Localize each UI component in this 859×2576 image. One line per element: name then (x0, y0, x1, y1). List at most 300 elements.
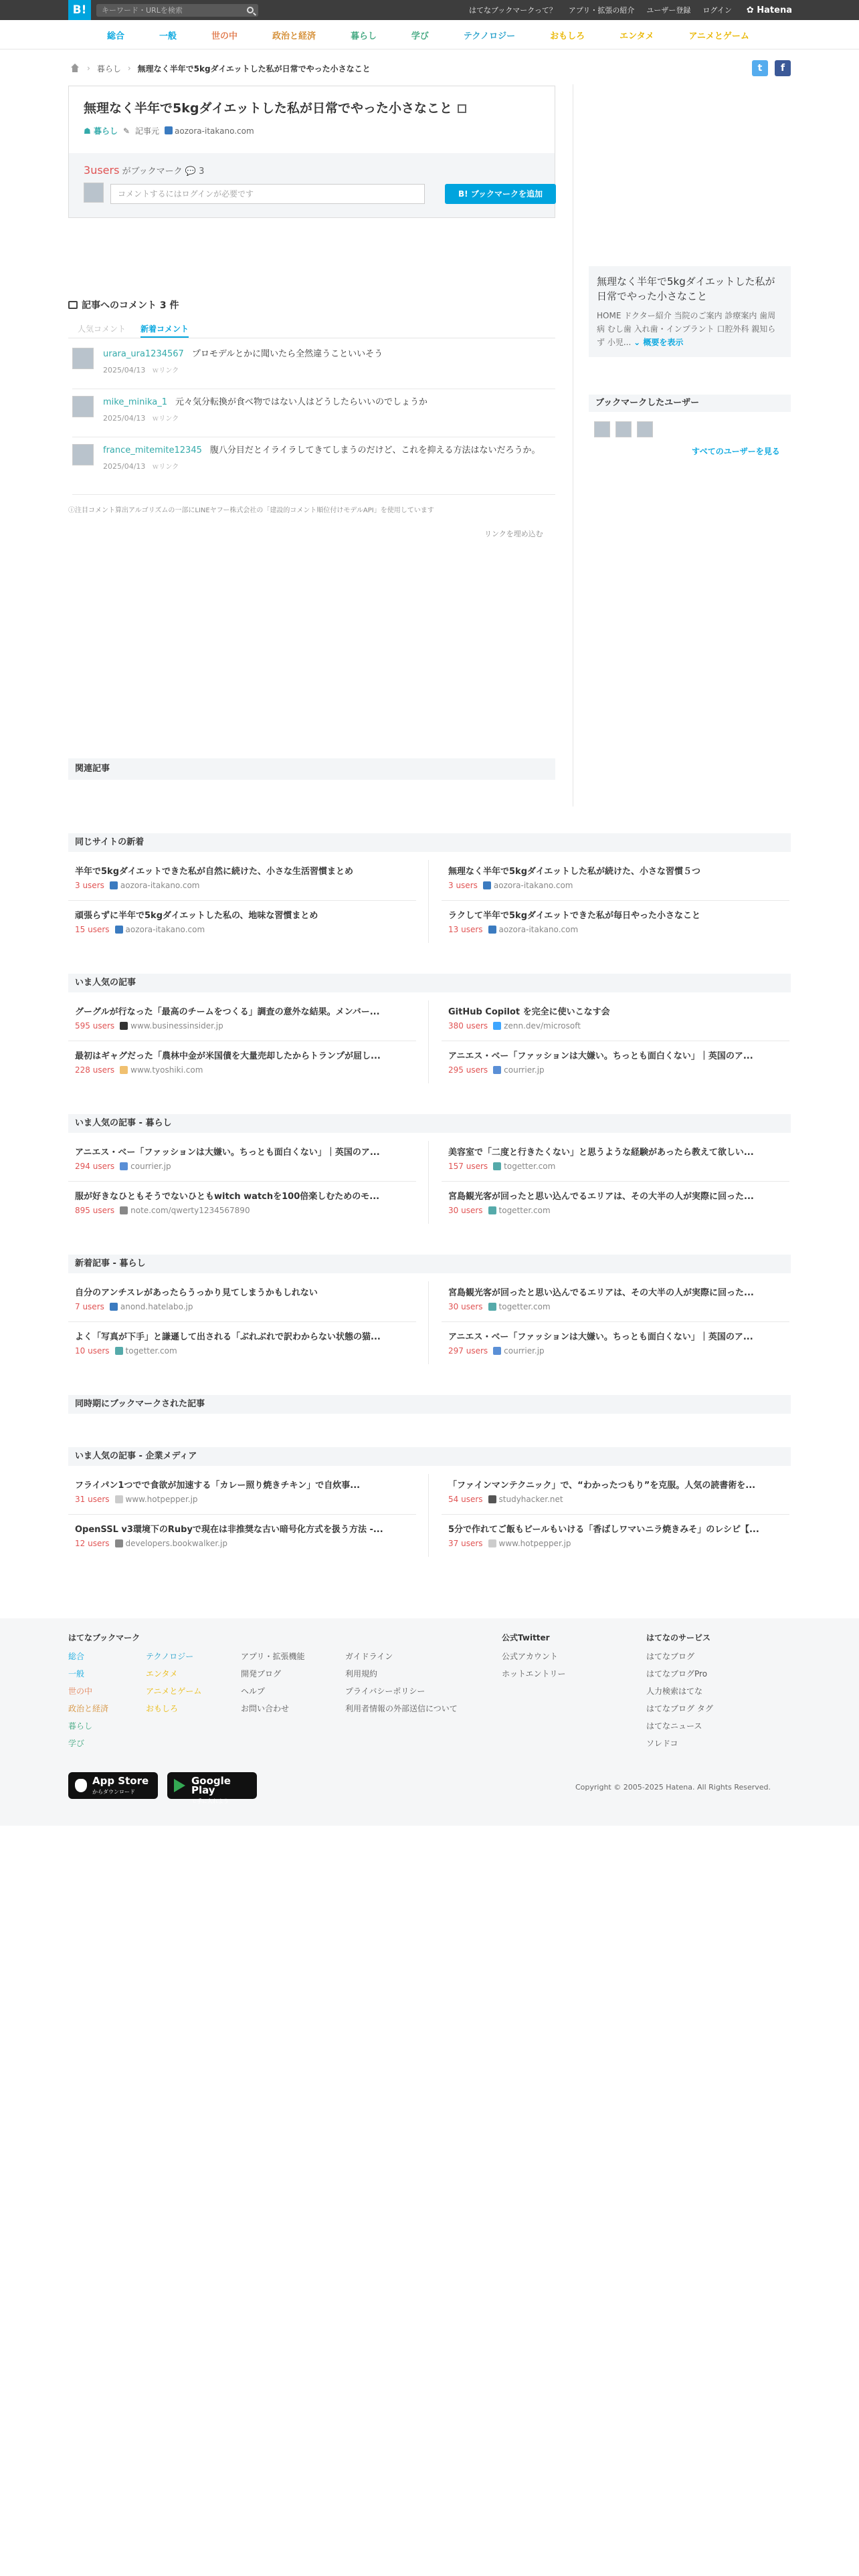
comments-heading (68, 298, 179, 312)
comment-icon: 💬 (185, 167, 196, 177)
footer-link[interactable]: はてなニュース (646, 1721, 702, 1731)
article-source-text: developers.bookwalker.jp (125, 1539, 227, 1548)
algorithm-notice: ⓘ注目コメント算出アルゴリズムの一部にLINEヤフー株式会社の「建設的コメント順位付けモデルAPI」を使用しています (68, 507, 434, 514)
article-title[interactable]: 半年で5kgダイエットできた私が自然に続けた、小さな生活習慣まとめ (75, 867, 353, 877)
google-play-button[interactable] (167, 1772, 257, 1804)
category-tab[interactable]: 総合 (107, 31, 125, 41)
section-heading: いま人気の記事 - 企業メディア (68, 1447, 791, 1466)
avatar[interactable] (637, 421, 653, 437)
article-source[interactable] (493, 1065, 545, 1075)
row-divider (68, 1321, 416, 1322)
article-meta (442, 1346, 789, 1356)
add-bookmark-button[interactable]: B! ブックマークを追加 (445, 184, 556, 204)
article-source[interactable] (488, 1302, 551, 1311)
breadcrumb-title: 無理なく半年で5kgダイエットした私が日常でやった小さなこと (137, 64, 371, 74)
comment-body (103, 396, 545, 426)
comment-text: 腹八分目だとイライラしてきてしまうのだけど、これを抑える方法はないだろうか。 (209, 445, 541, 455)
article-source-text: www.hotpepper.jp (125, 1495, 198, 1504)
article-source[interactable] (493, 1021, 581, 1031)
article-source[interactable] (115, 925, 205, 934)
category-tab[interactable]: アニメとゲーム (688, 31, 749, 41)
article-title[interactable]: 「ファインマンテクニック」で、“わかったつもり”を克服。人気の読書術を... (448, 1481, 756, 1491)
article-title[interactable]: GitHub Copilot を完全に使いこなす会 (448, 1007, 610, 1017)
article-source[interactable] (115, 1346, 177, 1356)
article-source-text: courrier.jp (504, 1065, 545, 1075)
section-heading: いま人気の記事 - 暮らし (68, 1114, 791, 1133)
article-source-text: togetter.com (498, 1206, 551, 1215)
article-item[interactable] (68, 1473, 416, 1511)
article-source[interactable] (110, 1302, 193, 1311)
site-favicon (115, 1495, 123, 1503)
comment-date (103, 412, 545, 426)
article-title[interactable]: アニエス・ベー「ファッションは大嫌い。ちっとも面白くない」｜英国のア... (448, 1332, 753, 1342)
footer-link[interactable]: 人力検索はてな (646, 1687, 703, 1696)
footer-link[interactable]: はてなブログ タグ (646, 1704, 713, 1713)
footer-link[interactable]: 政治と経済 (68, 1704, 109, 1713)
article-title[interactable]: 無理なく半年で5kgダイエットした私が続けた、小さな習慣５つ (448, 867, 700, 877)
bookmarked-users-heading: ブックマークしたユーザー (589, 395, 791, 412)
hatena-bookmark-logo[interactable]: B! (68, 0, 91, 20)
tab-popular[interactable]: 人気コメント (78, 324, 126, 334)
footer-link[interactable]: はてなブログPro (646, 1669, 708, 1679)
permalink[interactable]: ｗリンク (152, 415, 179, 423)
article-source-text: studyhacker.net (498, 1495, 563, 1504)
permalink[interactable]: ｗリンク (152, 463, 179, 471)
column-divider (428, 1474, 429, 1557)
article-meta (68, 1495, 416, 1504)
article-meta (442, 1021, 789, 1031)
article-source[interactable] (110, 881, 200, 890)
article-source-text: www.hotpepper.jp (498, 1539, 571, 1548)
site-favicon (120, 1162, 128, 1170)
article-title[interactable]: グーグルが行なった「最高のチームをつくる」調査の意外な結果。メンバー... (75, 1007, 380, 1017)
article-users[interactable]: 3 users (448, 881, 478, 890)
category-tab[interactable]: 世の中 (211, 31, 237, 41)
site-favicon (115, 926, 123, 934)
article-meta (68, 1162, 416, 1171)
summary-title: 無理なく半年で5kgダイエットした私が日常でやった小さなこと (597, 276, 775, 302)
article-item[interactable] (68, 999, 416, 1038)
site-favicon (120, 1066, 128, 1074)
article-users[interactable]: 37 users (448, 1539, 483, 1548)
article-title[interactable]: 服が好きなひともそうでないひともwitch watchを100倍楽しむためのモ... (75, 1192, 380, 1202)
site-favicon (488, 1303, 496, 1311)
section-heading: いま人気の記事 (68, 974, 791, 992)
comment-user[interactable]: france_mitemite12345 (103, 445, 202, 455)
article-users[interactable]: 15 users (75, 925, 110, 934)
footer-column (68, 1648, 108, 1752)
footer-link[interactable]: アニメとゲーム (146, 1687, 202, 1696)
article-source[interactable] (120, 1021, 223, 1031)
footer-link[interactable]: 公式アカウント (502, 1652, 558, 1661)
article-meta (442, 881, 789, 890)
comment-input[interactable]: コメントするにはログインが必要です (110, 184, 425, 204)
article-users[interactable]: 895 users (75, 1206, 115, 1215)
avatar (84, 183, 104, 203)
register-link[interactable]: ユーザー登録 (646, 6, 691, 15)
article-users[interactable]: 7 users (75, 1302, 104, 1311)
hatena-brand: Hatena (757, 5, 792, 15)
article-meta (442, 925, 789, 934)
article-item[interactable] (442, 1280, 789, 1319)
footer-link[interactable]: 開発ブログ (241, 1669, 282, 1679)
comment-tabs (68, 320, 555, 338)
article-item[interactable] (68, 903, 416, 942)
footer-column (502, 1648, 566, 1683)
article-meta (442, 1065, 789, 1075)
footer-column (146, 1648, 201, 1717)
entry-box (68, 86, 555, 218)
facebook-share-button[interactable]: f (775, 60, 791, 76)
comment-text: プロモデルとかに聞いたら全然違うこといいそう (191, 349, 383, 359)
article-source[interactable] (488, 1206, 551, 1215)
entry-meta (84, 125, 254, 136)
avatar[interactable] (615, 421, 632, 437)
breadcrumb (70, 62, 371, 75)
article-users[interactable]: 12 users (75, 1539, 110, 1548)
article-users[interactable]: 31 users (75, 1495, 110, 1504)
category-tab[interactable]: エンタメ (619, 31, 654, 41)
category-nav (0, 20, 859, 49)
article-item[interactable] (442, 903, 789, 942)
article-meta (68, 925, 416, 934)
article-title[interactable]: 頑張らずに半年で5kgダイエットした私の、地味な習慣まとめ (75, 911, 318, 921)
article-source[interactable] (488, 1495, 563, 1504)
article-source[interactable] (488, 1539, 571, 1548)
comment-date-text: 2025/04/13 (103, 462, 146, 471)
article-item[interactable] (442, 1324, 789, 1363)
entry-category[interactable]: ☗ 暮らし (84, 126, 118, 136)
article-source[interactable] (120, 1206, 250, 1215)
footer-link[interactable]: アプリ・拡張機能 (241, 1652, 305, 1661)
bookmark-panel (69, 153, 555, 217)
site-favicon (493, 1022, 501, 1030)
footer-services-heading: はてなのサービス (646, 1633, 711, 1642)
users-count-number: 3 (84, 164, 91, 177)
site-favicon (493, 1162, 501, 1170)
google-play-icon (174, 1779, 185, 1792)
article-source-text: aozora-itakano.com (498, 925, 579, 934)
app-store-sublabel: からダウンロード (92, 1789, 135, 1795)
site-favicon (115, 1539, 123, 1547)
footer-link[interactable]: ソレドコ (646, 1739, 678, 1748)
article-meta (68, 1346, 416, 1356)
article-title[interactable]: 美容室で「二度と行きたくない」と思うような経験があったら教えて欲しい... (448, 1148, 754, 1158)
source-label: 記事元 (135, 126, 160, 136)
comment-icon (68, 301, 78, 309)
comment-body (103, 444, 545, 474)
column-divider (428, 1281, 429, 1364)
footer-link[interactable]: ガイドライン (345, 1652, 393, 1661)
article-users[interactable]: 3 users (75, 881, 104, 890)
article-source[interactable] (493, 1346, 545, 1356)
users-count[interactable] (84, 164, 119, 177)
footer-link[interactable]: ホットエントリー (502, 1669, 566, 1679)
comment-user[interactable]: urara_ura1234567 (103, 349, 184, 359)
article-title[interactable]: 宮島観光客が回ったと思い込んでるエリアは、その大半の人が実際に回った... (448, 1192, 754, 1202)
column-divider (428, 1141, 429, 1224)
category-tab[interactable]: 暮らし (350, 31, 377, 41)
article-title[interactable]: アニエス・ベー「ファッションは大嫌い。ちっとも面白くない」｜英国のア... (448, 1051, 753, 1061)
comment-form (84, 183, 543, 205)
app-store-label: App Store (92, 1775, 149, 1787)
footer-twitter-heading: 公式Twitter (502, 1633, 550, 1642)
article-source-text: anond.hatelabo.jp (120, 1302, 193, 1311)
row-divider (442, 900, 789, 901)
footer-brand-heading: はてなブックマーク (68, 1633, 140, 1642)
row-divider (68, 1514, 416, 1515)
comment-item (72, 345, 555, 389)
article-title[interactable]: OpenSSL v3環境下のRubyで現在は非推奨な古い暗号化方式を扱う方法 -... (75, 1525, 383, 1535)
site-favicon (488, 1206, 496, 1214)
article-meta (442, 1539, 789, 1548)
category-tab[interactable]: 政治と経済 (272, 31, 316, 41)
row-divider (442, 1181, 789, 1182)
article-item[interactable] (442, 999, 789, 1038)
site-favicon (110, 881, 118, 889)
section-heading: 同じサイトの新着 (68, 833, 791, 852)
article-item[interactable] (442, 859, 789, 897)
footer-link[interactable]: 学び (68, 1739, 85, 1748)
column-divider (428, 1000, 429, 1083)
article-item[interactable] (68, 1043, 416, 1082)
article-users[interactable]: 54 users (448, 1495, 483, 1504)
article-source[interactable] (483, 881, 573, 890)
comment-count: 3 (199, 167, 205, 177)
article-source-text: aozora-itakano.com (493, 881, 573, 890)
section-heading: 新着記事 - 暮らし (68, 1255, 791, 1273)
site-favicon (115, 1347, 123, 1355)
article-source-text: zenn.dev/microsoft (504, 1021, 581, 1031)
about-link[interactable]: はてなブックマークって？ (469, 6, 557, 15)
article-source-text: aozora-itakano.com (125, 925, 205, 934)
article-users[interactable]: 297 users (448, 1346, 488, 1356)
article-source-text: courrier.jp (130, 1162, 171, 1171)
site-favicon (120, 1206, 128, 1214)
article-meta (68, 1206, 416, 1215)
article-users[interactable]: 30 users (448, 1206, 483, 1215)
article-meta (442, 1206, 789, 1215)
show-summary-link[interactable]: ⌄ 概要を表示 (634, 338, 684, 347)
article-source-text: www.businessinsider.jp (130, 1021, 223, 1031)
search-input[interactable] (96, 4, 258, 17)
article-title[interactable]: 自分のアンチスレがあったらうっかり見てしまうかもしれない (75, 1288, 318, 1298)
site-favicon (488, 926, 496, 934)
avatar[interactable] (594, 421, 610, 437)
article-item[interactable] (442, 1473, 789, 1511)
site-favicon (120, 1022, 128, 1030)
article-item[interactable] (442, 1043, 789, 1082)
search-icon[interactable] (247, 7, 254, 13)
source-text: aozora-itakano.com (175, 126, 254, 136)
article-users[interactable]: 294 users (75, 1162, 115, 1171)
row-divider (68, 900, 416, 901)
row-divider (442, 1514, 789, 1515)
article-source[interactable] (493, 1162, 555, 1171)
article-source[interactable] (115, 1539, 227, 1548)
article-meta (68, 1539, 416, 1548)
article-item[interactable] (68, 859, 416, 897)
google-play-sublabel: で手に入れよう (191, 1798, 229, 1804)
article-item[interactable] (68, 1184, 416, 1222)
twitter-share-button[interactable]: t (752, 60, 768, 76)
entry-title-text: 無理なく半年で5kgダイエットした私が日常でやった小さなこと (84, 101, 452, 116)
article-meta (68, 1065, 416, 1075)
comment-item (72, 393, 555, 437)
article-item[interactable] (68, 1324, 416, 1363)
chevron-right-icon: › (127, 64, 131, 73)
edit-icon[interactable]: ✎ (122, 126, 130, 136)
footer-link[interactable]: おもしろ (146, 1704, 179, 1713)
entry-category-text: 暮らし (93, 126, 118, 136)
footer-column (646, 1648, 713, 1752)
comment-user[interactable]: mike_minika_1 (103, 397, 168, 407)
avatar[interactable] (72, 396, 94, 417)
article-source[interactable] (488, 925, 579, 934)
article-source-text: togetter.com (498, 1302, 551, 1311)
article-users[interactable]: 157 users (448, 1162, 488, 1171)
article-item[interactable] (442, 1184, 789, 1222)
article-users[interactable]: 13 users (448, 925, 483, 934)
article-meta (442, 1495, 789, 1504)
article-title[interactable]: 最初はギャグだった「農林中金が米国債を大量売却したからトランプが屈し... (75, 1051, 381, 1061)
article-users[interactable]: 295 users (448, 1065, 488, 1075)
apps-link[interactable]: アプリ・拡張の紹介 (568, 6, 635, 15)
category-tab[interactable]: 一般 (159, 31, 177, 41)
footer-link[interactable]: 世の中 (68, 1687, 93, 1696)
comment-item (72, 441, 555, 495)
article-source-text: togetter.com (504, 1162, 556, 1171)
site-favicon (483, 881, 491, 889)
article-title[interactable]: よく「写真が下手」と謙遜して出される「ぶれぶれで訳わからない状態の猫... (75, 1332, 381, 1342)
article-users[interactable]: 30 users (448, 1302, 483, 1311)
summary-text: HOME ドクター紹介 当院のご案内 診療案内 歯周病 むし歯 入れ歯・インプラント 口腔外科 親知らず 小児... (597, 311, 776, 347)
article-meta (68, 1302, 416, 1311)
hatena-logo[interactable]: ✿ Hatena (746, 5, 792, 15)
comment-date (103, 364, 545, 378)
permalink[interactable]: ｗリンク (152, 367, 179, 374)
show-summary-text: 概要を表示 (643, 338, 684, 347)
article-source-text: togetter.com (125, 1346, 177, 1356)
footer-link[interactable]: 利用者情報の外部送信について (345, 1704, 458, 1713)
login-link[interactable]: ログイン (702, 6, 732, 15)
article-users[interactable]: 228 users (75, 1065, 115, 1075)
article-source-text: aozora-itakano.com (120, 881, 200, 890)
footer-link[interactable]: 利用規約 (345, 1669, 378, 1679)
article-meta (442, 1302, 789, 1311)
article-title[interactable]: ラクして半年で5kgダイエットできた私が毎日やった小さなこと (448, 911, 700, 921)
all-users-link[interactable]: すべてのユーザーを見る (692, 447, 780, 456)
article-item[interactable] (68, 1517, 416, 1555)
comment-date-text: 2025/04/13 (103, 414, 146, 423)
article-source[interactable] (115, 1495, 198, 1504)
comment-date (103, 460, 545, 474)
article-source[interactable] (120, 1162, 171, 1171)
row-divider (68, 1181, 416, 1182)
embed-link[interactable]: リンクを埋め込む (484, 530, 543, 538)
article-users[interactable]: 380 users (448, 1021, 488, 1031)
comments-heading-text: 記事へのコメント 3 件 (82, 300, 179, 311)
footer-link[interactable]: お問い合わせ (241, 1704, 290, 1713)
section-heading: 同時期にブックマークされた記事 (68, 1395, 791, 1414)
site-favicon (165, 126, 173, 134)
footer-link[interactable]: はてなブログ (646, 1652, 695, 1661)
article-item[interactable] (442, 1517, 789, 1555)
entry-title[interactable] (84, 98, 466, 116)
footer-link[interactable]: プライバシーポリシー (345, 1687, 425, 1696)
footer-link[interactable]: 暮らし (68, 1721, 93, 1731)
row-divider (442, 1321, 789, 1322)
article-source[interactable] (120, 1065, 203, 1075)
article-users[interactable]: 595 users (75, 1021, 115, 1031)
article-meta (68, 1021, 416, 1031)
search-placeholder: キーワード・URLを検索 (102, 6, 183, 15)
site-favicon (488, 1495, 496, 1503)
footer-column (345, 1648, 458, 1717)
column-divider (428, 860, 429, 943)
footer-link[interactable]: 総合 (68, 1652, 85, 1661)
comment-date-text: 2025/04/13 (103, 366, 146, 374)
article-users[interactable]: 10 users (75, 1346, 110, 1356)
summary-desc (597, 309, 783, 349)
site-favicon (488, 1539, 496, 1547)
article-source-text: note.com/qwerty1234567890 (130, 1206, 250, 1215)
footer-link[interactable]: 一般 (68, 1669, 85, 1679)
footer-link[interactable]: エンタメ (146, 1669, 178, 1679)
top-bar (0, 0, 859, 20)
article-meta (68, 881, 416, 890)
external-link-icon[interactable] (458, 104, 466, 113)
comment-body (103, 348, 545, 378)
chevron-right-icon: › (87, 64, 90, 73)
article-item[interactable] (442, 1140, 789, 1178)
home-icon[interactable] (70, 64, 80, 73)
apple-icon (75, 1779, 87, 1792)
category-tab[interactable]: テクノロジー (463, 31, 516, 41)
users-line (84, 164, 204, 177)
footer-link[interactable]: テクノロジー (146, 1652, 194, 1661)
site-favicon (110, 1303, 118, 1311)
top-links (469, 0, 792, 20)
category-tab[interactable]: おもしろ (550, 31, 585, 41)
article-item[interactable] (68, 1140, 416, 1178)
app-store-button[interactable] (68, 1772, 158, 1799)
article-title[interactable]: 宮島観光客が回ったと思い込んでるエリアは、その大半の人が実際に回った... (448, 1288, 754, 1298)
article-title[interactable]: アニエス・ベー「ファッションは大嫌い。ちっとも面白くない」｜英国のア... (75, 1148, 380, 1158)
site-favicon (493, 1347, 501, 1355)
breadcrumb-category[interactable]: 暮らし (96, 64, 121, 74)
comment-text: 元々気分転換が食べ物ではない人はどうしたらいいのでしょうか (175, 397, 428, 407)
article-meta (442, 1162, 789, 1171)
google-play-label: Google Play (191, 1775, 231, 1796)
article-source-text: www.tyoshiki.com (130, 1065, 203, 1075)
entry-summary-box (589, 266, 791, 357)
article-title[interactable]: 5分で作れてご飯もビールもいける「香ばしワマいニラ焼きみそ」のレシピ【... (448, 1525, 759, 1535)
avatar[interactable] (72, 444, 94, 465)
users-word: users (90, 164, 120, 177)
footer-link[interactable]: ヘルプ (241, 1687, 266, 1696)
tab-new[interactable]: 新着コメント (140, 320, 189, 338)
site-favicon (493, 1066, 501, 1074)
footer-column (241, 1648, 305, 1717)
article-item[interactable] (68, 1280, 416, 1319)
related-heading: 関連記事 (68, 758, 555, 780)
article-source-text: courrier.jp (504, 1346, 545, 1356)
article-title[interactable]: フライパン1つでで食欲が加速する「カレー照り焼きチキン」で自炊事... (75, 1481, 361, 1491)
source-link[interactable] (165, 126, 254, 136)
avatar[interactable] (72, 348, 94, 369)
category-tab[interactable]: 学び (411, 31, 429, 41)
